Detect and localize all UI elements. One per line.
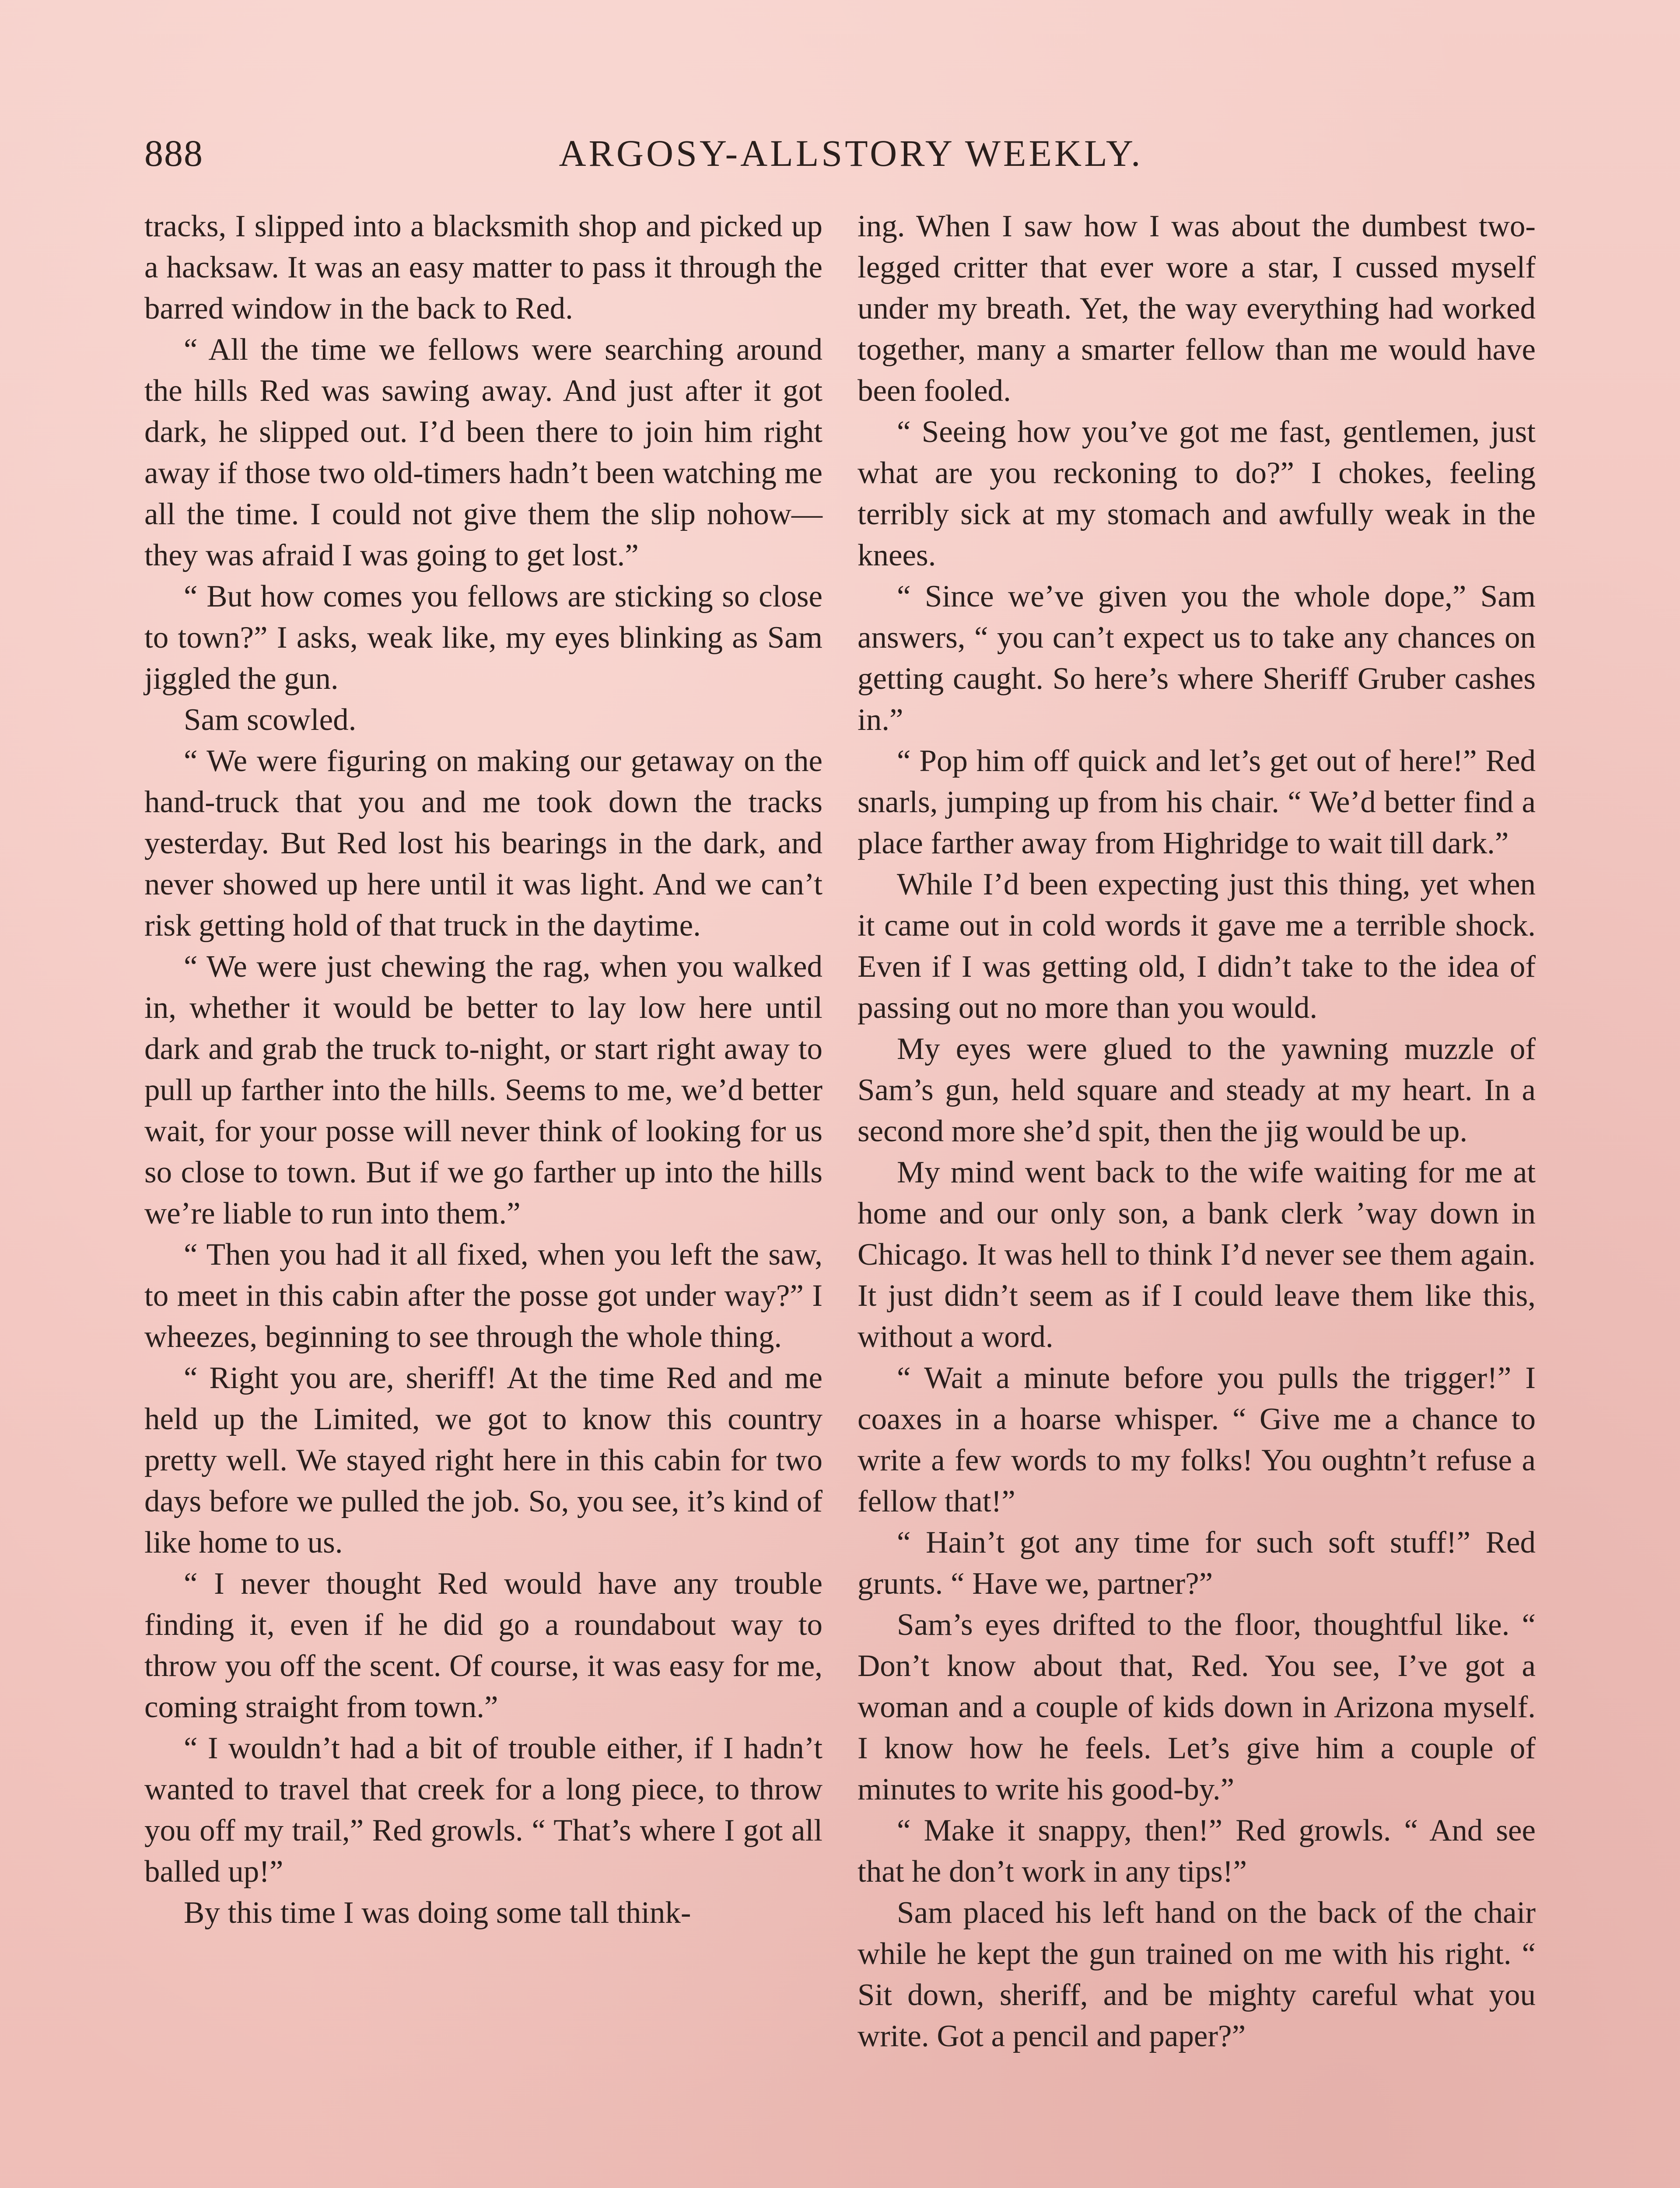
- paragraph: “ Pop him off quick and let’s get out of here!” Red snarls, jumping up from his chair. “ We’d better find a place farther away from Highridge to wait till dark.”: [858, 744, 1536, 860]
- running-title: ARGOSY-ALLSTORY WEEKLY.: [559, 132, 1143, 174]
- paragraph: My mind went back to the wife waiting for me at home and our only son, a bank clerk ’way down in Chicago. It was hell to think I’d never see them again. It just didn’t seem as if I could leave them like this, without a word.: [858, 1155, 1536, 1354]
- paragraph: “ We were just chewing the rag, when you walked in, whether it would be better to lay low here until dark and grab the truck to-night, or start right away to pull up farther into the hills. Seems to me, we’d better wait, for your posse will never think of looking for us so close to town. But if we go farther up into the hills we’re liable to run into them.”: [144, 950, 822, 1231]
- paragraph: “ All the time we fellows were searching around the hills Red was sawing away. And just after it got dark, he slipped out. I’d been there to join him right away if those two old-timers hadn’t been watching me all the time. I could not give them the slip nohow—they was afraid I was going to get lost.”: [144, 333, 822, 572]
- paragraph: While I’d been expecting just this thing, yet when it came out in cold words it gave me a terrible shock. Even if I was getting old, I didn’t take to the idea of passing out no more than you would.: [858, 867, 1536, 1025]
- paragraph: “ I wouldn’t had a bit of trouble either, if I hadn’t wanted to travel that creek for a long piece, to throw you off my trail,” Red growls. “ That’s where I got all balled up!”: [144, 1731, 822, 1889]
- right-column: [858, 206, 1536, 2057]
- paragraph: Sam placed his left hand on the back of the chair while he kept the gun trained on me with his right. “ Sit down, sheriff, and be mighty careful what you write. Got a pencil and paper?”: [858, 1896, 1536, 2053]
- paragraph: “ Make it snappy, then!” Red growls. “ And see that he don’t work in any tips!”: [858, 1813, 1536, 1889]
- paragraph: “ Since we’ve given you the whole dope,” Sam answers, “ you can’t expect us to take any chances on getting caught. So here’s where Sheriff Gruber cashes in.”: [858, 579, 1536, 737]
- paragraph: “ But how comes you fellows are sticking so close to town?” I asks, weak like, my eyes blinking as Sam jiggled the gun.: [144, 579, 822, 696]
- paragraph: “ Then you had it all fixed, when you left the saw, to meet in this cabin after the posse got under way?” I wheezes, beginning to see through the whole thing.: [144, 1238, 822, 1354]
- page-header: [144, 131, 1558, 188]
- paragraph: Sam scowled.: [184, 703, 357, 737]
- paragraph: “ Right you are, sheriff! At the time Red and me held up the Limited, we got to know this country pretty well. We stayed right here in this cabin for two days before we pulled the job. So, you see, it’s kind of like home to us.: [144, 1361, 822, 1560]
- paragraph: “ I never thought Red would have any trouble finding it, even if he did go a roundabout way to throw you off the scent. Of course, it was easy for me, coming straight from town.”: [144, 1567, 822, 1724]
- text-columns: [144, 206, 1540, 2188]
- paragraph: By this time I was doing some tall think-: [184, 1896, 691, 1930]
- paragraph: “ Hain’t got any time for such soft stuff!” Red grunts. “ Have we, partner?”: [858, 1525, 1536, 1601]
- paragraph: “ Wait a minute before you pulls the trigger!” I coaxes in a hoarse whisper. “ Give me a chance to write a few words to my folks! You oughtn’t refuse a fellow that!”: [858, 1361, 1536, 1518]
- paragraph: Sam’s eyes drifted to the floor, thoughtful like. “ Don’t know about that, Red. You see, I’ve got a woman and a couple of kids down in Arizona myself. I know how he feels. Let’s give him a couple of minutes to write his good-by.”: [858, 1608, 1536, 1806]
- left-column: [144, 206, 822, 1933]
- paragraph: ing. When I saw how I was about the dumbest two-legged critter that ever wore a star, I cussed myself under my breath. Yet, the way everything had worked together, many a smarter fellow than me would have been fooled.: [858, 209, 1536, 408]
- page-number: 888: [144, 132, 203, 174]
- paragraph: “ We were figuring on making our getaway on the hand-truck that you and me took down the tracks yesterday. But Red lost his bearings in the dark, and never showed up here until it was light. And we can’t risk getting hold of that truck in the daytime.: [144, 744, 822, 943]
- paragraph: My eyes were glued to the yawning muzzle of Sam’s gun, held square and steady at my heart. In a second more she’d spit, then the jig would be up.: [858, 1032, 1536, 1148]
- paragraph: “ Seeing how you’ve got me fast, gentlemen, just what are you reckoning to do?” I chokes, feeling terribly sick at my stomach and awfully weak in the knees.: [858, 415, 1536, 572]
- paragraph: tracks, I slipped into a blacksmith shop and picked up a hacksaw. It was an easy matter to pass it through the barred window in the back to Red.: [144, 209, 822, 326]
